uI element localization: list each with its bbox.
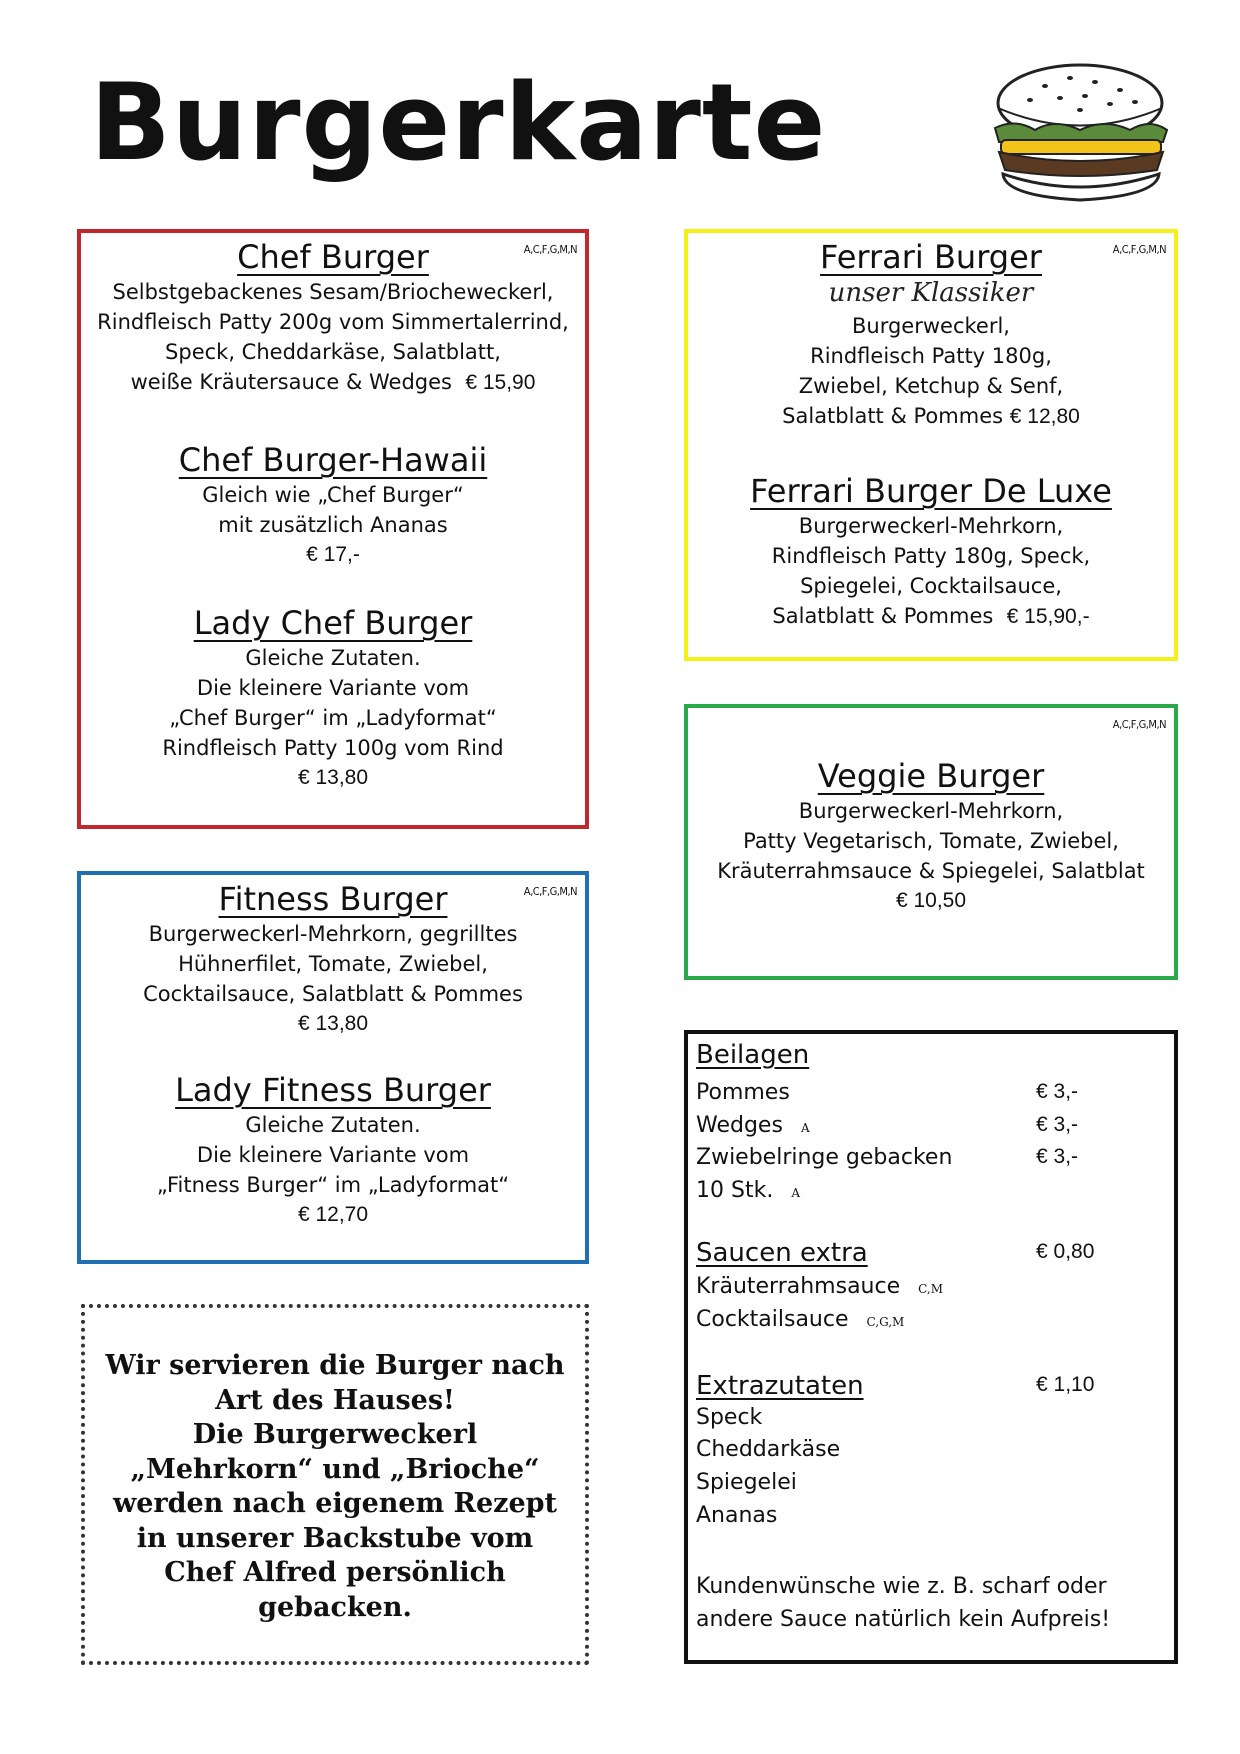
side-price: € 3,- (1036, 1080, 1079, 1103)
fitness-burger-section (77, 871, 589, 1264)
item-price: € 12,80 (1009, 404, 1080, 428)
extras-price-row (696, 1373, 1166, 1405)
saucen-price: € 0,80 (1036, 1240, 1095, 1263)
side-label: Wedges (696, 1113, 783, 1138)
item-price: € 15,90,- (1006, 605, 1090, 628)
menu-item-veggie-burger (688, 756, 1174, 916)
item-name: Ferrari Burger De Luxe (750, 472, 1112, 510)
item-line: „Fitness Burger“ im „Ladyformat“ (156, 1173, 510, 1197)
sauce-label: Cocktailsauce (696, 1307, 849, 1332)
side-label: Pommes (696, 1080, 790, 1105)
item-price: € 13,80 (297, 766, 369, 789)
side-price: € 3,- (1036, 1113, 1079, 1136)
item-line: Kräuterrahmsauce & Spiegelei, Salatblat (717, 859, 1145, 883)
extra-label: Ananas (696, 1503, 778, 1528)
item-name: Lady Fitness Burger (175, 1071, 491, 1109)
saucen-heading: Saucen extra (696, 1238, 868, 1268)
side-allergen: A (800, 1121, 810, 1135)
side-label: 10 Stk. (696, 1178, 774, 1203)
item-line: Burgerweckerl-Mehrkorn, (798, 514, 1064, 538)
menu-item-fitness-burger (81, 879, 585, 1039)
item-price: € 13,80 (297, 1012, 369, 1035)
item-line: Cocktailsauce, Salatblatt & Pommes (143, 982, 523, 1006)
item-subtitle: unser Klassiker (828, 278, 1034, 308)
menu-item-lady-fitness-burger (81, 1070, 585, 1230)
item-line: Hühnerfilet, Tomate, Zwiebel, (178, 952, 488, 976)
extra-row (696, 1437, 1166, 1469)
allergen-code: A,C,F,G,M,N (1112, 718, 1166, 731)
side-row (696, 1145, 1166, 1177)
veggie-burger-section (684, 704, 1178, 980)
extra-label: Spiegelei (696, 1470, 797, 1495)
sauce-row (696, 1307, 1166, 1339)
extra-row (696, 1405, 1166, 1437)
item-line: Gleiche Zutaten. (245, 646, 421, 670)
burger-illustration (985, 58, 1175, 208)
item-line: Patty Vegetarisch, Tomate, Zwiebel, (743, 829, 1119, 853)
note-line: Chef Alfred persönlich (164, 1557, 506, 1588)
side-row (696, 1080, 1166, 1112)
menu-item-ferrari-burger (688, 237, 1174, 432)
extras-heading: Extrazutaten (696, 1371, 864, 1401)
item-line: Zwiebel, Ketchup & Senf, (798, 373, 1064, 398)
extras-price: € 1,10 (1036, 1373, 1095, 1396)
extra-row (696, 1470, 1166, 1502)
item-price: € 17,- (306, 543, 360, 566)
allergen-code: A,C,F,G,M,N (523, 243, 577, 256)
note-line: Art des Hauses! (215, 1384, 455, 1416)
menu-item-ferrari-burger-de-luxe (688, 471, 1174, 632)
allergen-code: A,C,F,G,M,N (523, 885, 577, 898)
side-allergen: A (791, 1186, 800, 1200)
customer-wishes-note (696, 1570, 1158, 1636)
item-line: Rindfleisch Patty 180g, (810, 343, 1052, 368)
chef-burger-section (77, 229, 589, 829)
side-row (696, 1178, 1166, 1210)
beilagen-heading: Beilagen (696, 1040, 810, 1070)
house-note (81, 1304, 589, 1665)
menu-item-chef-burger-hawaii (81, 440, 585, 570)
sauce-label: Kräuterrahmsauce (696, 1274, 901, 1299)
item-name: Fitness Burger (218, 880, 448, 918)
item-name: Chef Burger-Hawaii (178, 441, 488, 479)
item-price: € 10,50 (895, 889, 967, 912)
allergen-code: A,C,F,G,M,N (1112, 243, 1166, 256)
extra-label: Cheddarkäse (696, 1437, 841, 1462)
footer-line: andere Sauce natürlich kein Aufpreis! (696, 1607, 1111, 1632)
menu-item-chef-burger (81, 237, 585, 398)
saucen-price-row (696, 1240, 1166, 1272)
item-name: Ferrari Burger (820, 238, 1042, 276)
sauce-allergen: C,M (918, 1282, 943, 1296)
item-price: € 15,90 (465, 371, 536, 394)
item-line: Salatblatt & Pommes (772, 604, 994, 628)
footer-line: Kundenwünsche wie z. B. scharf oder (696, 1574, 1107, 1599)
item-name: Lady Chef Burger (193, 604, 473, 642)
page-title: Burgerkarte (90, 61, 827, 184)
item-line: Burgerweckerl, (852, 313, 1010, 338)
note-line: „Mehrkorn“ und „Brioche“ (130, 1453, 540, 1485)
extra-label: Speck (696, 1405, 763, 1430)
item-line: Die kleinere Variante vom (196, 1143, 470, 1167)
sides-section (684, 1030, 1178, 1664)
note-line: werden nach eigenem Rezept (112, 1488, 558, 1519)
side-label: Zwiebelringe gebacken (696, 1145, 953, 1170)
note-line: Die Burgerweckerl (192, 1419, 478, 1450)
note-line: Wir servieren die Burger nach (105, 1350, 565, 1381)
note-line: in unserer Backstube vom (136, 1522, 534, 1554)
item-line: Selbstgebackenes Sesam/Briocheweckerl, (112, 280, 554, 304)
side-price: € 3,- (1036, 1145, 1079, 1168)
item-line: Gleiche Zutaten. (245, 1113, 421, 1137)
item-line: Rindfleisch Patty 100g vom Rind (162, 736, 504, 760)
item-line: Speck, Cheddarkäse, Salatblatt, (165, 340, 501, 364)
note-line: gebacken. (258, 1591, 412, 1623)
item-line: Spiegelei, Cocktailsauce, (800, 574, 1062, 598)
side-row (696, 1113, 1166, 1145)
item-line: Rindfleisch Patty 180g, Speck, (771, 544, 1091, 568)
item-line: Rindfleisch Patty 200g vom Simmertalerrind, (97, 310, 569, 334)
item-line: mit zusätzlich Ananas (218, 513, 448, 537)
item-line: Die kleinere Variante vom (196, 676, 470, 700)
item-line: Salatblatt & Pommes (782, 403, 1004, 428)
extra-row (696, 1503, 1166, 1535)
item-line: „Chef Burger“ im „Ladyformat“ (169, 706, 497, 730)
item-price: € 12,70 (297, 1203, 369, 1226)
item-line: Gleich wie „Chef Burger“ (202, 483, 464, 507)
item-line: weiße Kräutersauce & Wedges (130, 370, 452, 394)
sauce-allergen: C,G,M (866, 1315, 905, 1329)
sauce-row (696, 1274, 1166, 1306)
item-name: Chef Burger (237, 238, 429, 276)
item-name: Veggie Burger (817, 757, 1045, 795)
ferrari-burger-section (684, 229, 1178, 661)
item-line: Burgerweckerl-Mehrkorn, (798, 799, 1064, 823)
item-line: Burgerweckerl-Mehrkorn, gegrilltes (148, 922, 518, 946)
menu-item-lady-chef-burger (81, 603, 585, 793)
